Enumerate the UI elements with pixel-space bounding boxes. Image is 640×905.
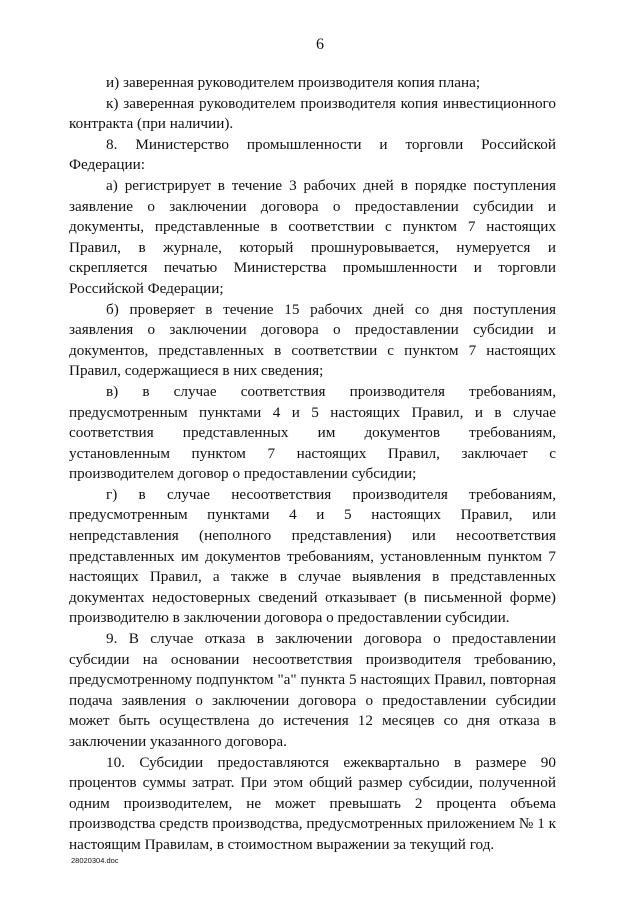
paragraph-10: 10. Субсидии предоставляются ежеквартально в размере 90 процентов суммы затрат. При этом общий размер субсидии, полученной одним производителем, не может превышать 2 процента объема производства средств производства, предусмотренных приложением № 1 к настоящим Правилам, в стоимостном выражении за текущий год. <box>69 753 556 853</box>
paragraph-k: к) заверенная руководителем производителя копия инвестиционного контракта (при наличии). <box>69 94 556 133</box>
document-body <box>69 73 556 856</box>
paragraph-8a: а) регистрирует в течение 3 рабочих дней в порядке поступления заявление о заключении договора о предоставлении субсидии и документы, представленные в соответствии с пунктом 7 настоящих Правил, в журнале, который прошнуровывается, нумеруется и скрепляется печатью Министерства промышленности и торговли Российской Федерации; <box>69 176 556 297</box>
paragraph-8: 8. Министерство промышленности и торговли Российской Федерации: <box>69 135 556 174</box>
page-number: 6 <box>316 36 324 53</box>
paragraph-8b: б) проверяет в течение 15 рабочих дней со дня поступления заявления о заключении договора о предоставлении субсидии и документов, представленных в соответствии с пунктом 7 настоящих Правил, содержащиеся в них сведения; <box>69 300 556 380</box>
paragraph-i: и) заверенная руководителем производителя копия плана; <box>106 74 481 91</box>
paragraph-9: 9. В случае отказа в заключении договора о предоставлении субсидии на основании несоответствия производителя требованию, предусмотренному подпунктом "а" пункта 5 настоящих Правил, повторная подача заявления о заключении договора о предоставлении субсидии может быть осуществлена до истечения 12 месяцев со дня отказа в заключении указанного договора. <box>69 630 556 750</box>
paragraph-8v: в) в случае соответствия производителя требованиям, предусмотренным пунктами 4 и 5 настоящих Правил, и в случае соответствия представленных им документов требованиям, установленным пунктом 7 настоящих Правил, заключает с производителем договор о предоставлении субсидии; <box>69 382 556 483</box>
footer-file-name: 28020304.doc <box>71 856 119 865</box>
paragraph-8g: г) в случае несоответствия производителя требованиям, предусмотренным пунктами 4 и 5 настоящих Правил, или непредставления (неполного представления) или несоответствия представленных им документов требованиям, установленным пунктом 7 настоящих Правил, а также в случае выявления в представленных документах недостоверных сведений отказывает (в письменной форме) производителю в заключении договора о предоставлении субсидии. <box>69 485 556 627</box>
